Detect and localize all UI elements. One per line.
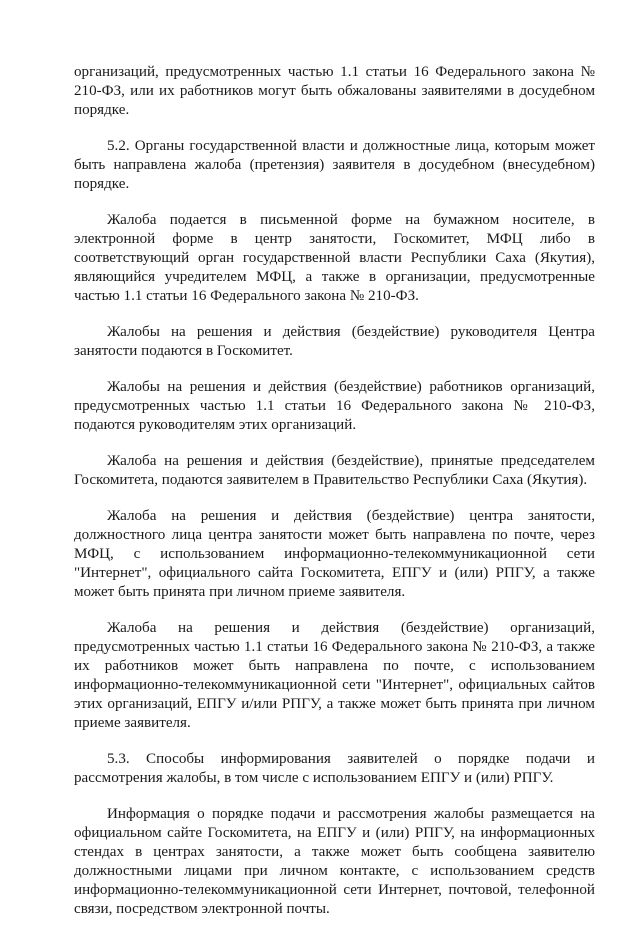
section-heading-5-3: 5.3. Способы информирования заявителей о порядке подачи и рассмотрения жалобы, в том числе с использованием ЕПГУ и (или) РПГУ. xyxy=(74,751,595,786)
paragraph: Жалобы на решения и действия (бездействие) работников организаций, предусмотренных частью 1.1 статьи 16 Федерального закона № 210-ФЗ, подаются руководителям этих организаций. xyxy=(74,379,595,433)
paragraph-continuation: организаций, предусмотренных частью 1.1 статьи 16 Федерального закона № 210-ФЗ, или их работников могут быть обжалованы заявителями в досудебном порядке. xyxy=(74,64,595,118)
paragraph: Информация о порядке подачи и рассмотрения жалобы размещается на официальном сайте Госкомитета, на ЕПГУ и (или) РПГУ, на информационных стендах в центрах занятости, а также может быть сообщена заявителю должностными лицами при личном контакте, с использованием средств информационно-телекоммуникационной сети Интернет, почтовой, телефонной связи, посредством электронной почты. xyxy=(74,806,595,917)
paragraph: Жалоба на решения и действия (бездействие) организаций, предусмотренных частью 1.1 статьи 16 Федерального закона № 210-ФЗ, а также их работников может быть направлена по почте, с использованием информационно-телекоммуникационной сети "Интернет", официальных сайтов этих организаций, ЕПГУ и/или РПГУ, а также может быть принята при личном приеме заявителя. xyxy=(74,620,595,731)
paragraph: Жалоба на решения и действия (бездействие) центра занятости, должностного лица центра занятости может быть направлена по почте, через МФЦ, с использованием информационно-телекоммуникационной сети "Интернет", официального сайта Госкомитета, ЕПГУ и (или) РПГУ, а также может быть принята при личном приеме заявителя. xyxy=(74,508,595,600)
document-body xyxy=(74,63,595,936)
paragraph: Жалобы на решения и действия (бездействие) руководителя Центра занятости подаются в Госкомитет. xyxy=(74,324,595,359)
paragraph: Жалоба подается в письменной форме на бумажном носителе, в электронной форме в центр занятости, Госкомитет, МФЦ либо в соответствующий орган государственной власти Республики Саха (Якутия), являющийся учредителем МФЦ, а также в организации, предусмотренные частью 1.1 статьи 16 Федерального закона № 210-ФЗ. xyxy=(74,212,595,304)
paragraph: Жалоба на решения и действия (бездействие), принятые председателем Госкомитета, подаются заявителем в Правительство Республики Саха (Якутия). xyxy=(74,453,595,488)
section-heading-5-2: 5.2. Органы государственной власти и должностные лица, которым может быть направлена жалоба (претензия) заявителя в досудебном (внесудебном) порядке. xyxy=(74,138,595,192)
